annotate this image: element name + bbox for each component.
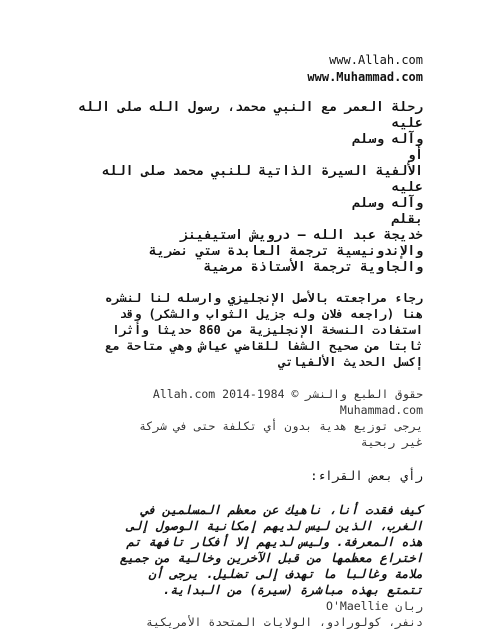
quote-line: تتمتع بهذه مباشرة (سيرة) من البداية. <box>162 583 423 597</box>
request-line: رجاء مراجعته بالأصل الإنجليزي وارسله لنا لنشره <box>105 291 423 305</box>
copyright-line <box>70 386 423 402</box>
author-name <box>70 598 423 614</box>
reader-quote <box>70 502 423 598</box>
reviews-heading: رأي بعض القراء: <box>310 468 423 483</box>
book-title <box>70 100 423 276</box>
copyright-text: حقوق الطبع والنشر © 1984-2014 <box>222 387 423 401</box>
quote-line: ملامة وغالبا ما تهدف إلى تضليل. يرجى أن <box>148 567 423 581</box>
quote-line: كيف فقدت أنا، ناهيك عن معظم المسلمين في <box>141 503 423 517</box>
distribution-note: يرجى توزيع هدية بدون أي تكلفة حتى في شركة <box>139 419 423 433</box>
url-muhammad[interactable]: www.Muhammad.com <box>307 70 423 84</box>
copyright-block <box>70 386 423 450</box>
title-line: أو <box>407 148 423 163</box>
request-line: هنا (راجعه فلان وله جزيل الثواب والشكر) وقد <box>119 307 423 321</box>
quote-line: هذه المعرفة. وليس لديهم إلا أفكار تافهة تم <box>126 535 423 549</box>
url-allah[interactable]: www.Allah.com <box>329 53 423 67</box>
title-line: وآله وسلم <box>352 132 423 147</box>
site-urls <box>70 52 423 86</box>
author-name-ar: ربان <box>395 599 423 613</box>
title-line: خديجة عبد الله – درويش استيفينز <box>180 228 423 243</box>
quote-author <box>70 598 423 630</box>
author-location: دنفر، كولورادو، الولايات المتحدة الأمريكية <box>146 615 423 629</box>
quote-line: اختراع معظمها من قبل الآخرين وخالية من جميع <box>119 551 423 565</box>
quote-line: الغرب، الذين ليس لديهم إمكانية الوصول إلى <box>126 519 423 533</box>
request-line: إكسل الحديث الألفياتي <box>278 355 423 369</box>
title-line: رحلة العمر مع النبي محمد، رسول الله صلى الله عليه <box>78 100 423 131</box>
copyright-site[interactable]: Allah.com <box>152 387 216 401</box>
title-line: بقلم <box>391 212 423 227</box>
title-line: الألفية السيرة الذاتية للنبي محمد صلى الله عليه <box>102 164 423 195</box>
title-line: والإندونيسية ترجمة العابدة ستي نضرية <box>149 244 423 259</box>
review-request <box>70 290 423 370</box>
title-line: والجاوية ترجمة الأستاذة مرضية <box>203 260 423 275</box>
title-line: وآله وسلم <box>352 196 423 211</box>
distribution-note-2: غير ربحية <box>360 435 423 449</box>
request-line: استفادت النسخة الإنجليزية من 860 حديثا وأثرا <box>112 323 423 337</box>
copyright-site-2[interactable]: Muhammad.com <box>339 403 423 417</box>
author-name-en: O'Maellie <box>326 599 389 613</box>
request-line: ثابتا من صحيح الشفا للقاضي عياش وهي متاحة مع <box>105 339 423 353</box>
